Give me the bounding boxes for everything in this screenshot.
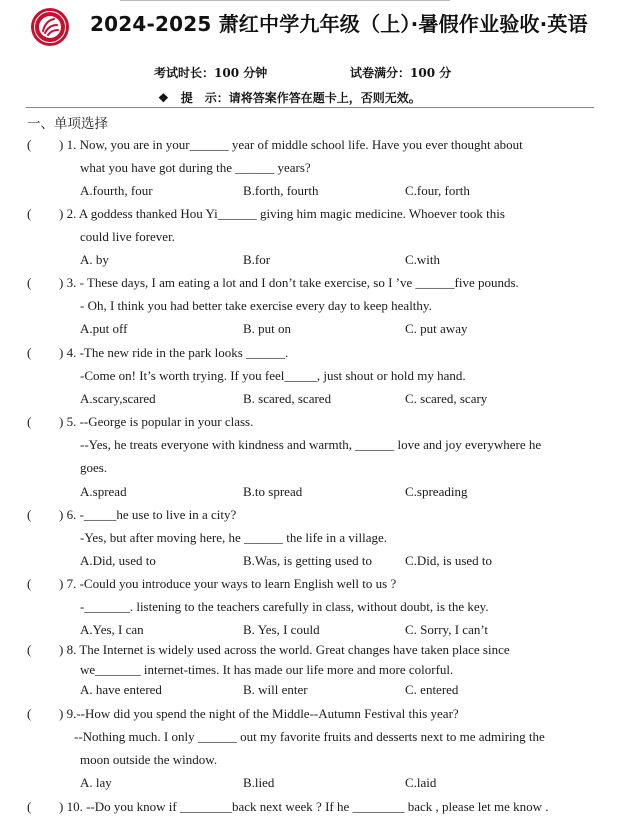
option-b: B. will enter	[243, 682, 308, 697]
option-b: B.forth, fourth	[243, 183, 319, 198]
question-text: ) 6. -_____he use to live in a city?	[59, 507, 237, 522]
question-text: ) 8. The Internet is widely used across the world. Great changes have taken place since	[59, 642, 510, 657]
question-text: what you have got during the ______ years?	[80, 160, 311, 175]
question-text: ) 4. -The new ride in the park looks ______.	[59, 345, 289, 360]
option-c: C. entered	[405, 682, 459, 697]
exam-title: 2024-2025 萧红中学九年级（上）·暑假作业验收·英语	[90, 12, 588, 36]
option-a: A. have entered	[80, 682, 162, 697]
question-text: ) 7. -Could you introduce your ways to learn English well to us ?	[59, 576, 397, 591]
option-b: B.for	[243, 252, 271, 267]
question-text: ) 2. A goddess thanked Hou Yi______ giving him magic medicine. Whoever took this	[59, 206, 505, 221]
question-text: ) 1. Now, you are in your______ year of middle school life. Have you ever thought about	[59, 137, 523, 152]
option-a: A.Did, used to	[80, 553, 156, 568]
question-text: ) 5. --George is popular in your class.	[59, 414, 254, 429]
option-b: B.lied	[243, 775, 275, 790]
question-text: --Yes, he treats everyone with kindness and warmth, ______ love and joy everywhere he	[80, 437, 542, 452]
answer-paren: (	[27, 414, 32, 429]
question-text: moon outside the window.	[80, 752, 218, 767]
header-divider	[26, 107, 594, 108]
option-a: A.scary,scared	[80, 391, 156, 406]
option-b: B. scared, scared	[243, 391, 332, 406]
option-b: B.to spread	[243, 484, 303, 499]
option-a: A.Yes, I can	[80, 622, 144, 637]
question-text: -Come on! It’s worth trying. If you feel_____, just shout or hold my hand.	[80, 368, 466, 383]
option-c: C.laid	[405, 775, 437, 790]
option-c: C.spreading	[405, 484, 468, 499]
exam-full-score: 试卷满分：100 分	[350, 66, 452, 80]
answer-paren: (	[27, 799, 32, 814]
option-c: C. put away	[405, 321, 468, 336]
question-text: goes.	[80, 460, 108, 475]
question-text: ) 10. --Do you know if ________back next week ? If he ________ back , please let me know .	[59, 799, 549, 814]
section-title: 一、单项选择	[27, 116, 108, 131]
answer-paren: (	[27, 345, 32, 360]
option-a: A. by	[80, 252, 109, 267]
option-a: A.spread	[80, 484, 127, 499]
option-c: C. scared, scary	[405, 391, 488, 406]
question-text: could live forever.	[80, 229, 175, 244]
option-c: C.four, forth	[405, 183, 470, 198]
exam-duration: 考试时长：100 分钟	[154, 66, 268, 80]
option-a: A. lay	[80, 775, 112, 790]
top-cut-line	[120, 0, 450, 5]
question-text: - Oh, I think you had better take exercise every day to keep healthy.	[80, 298, 432, 313]
answer-paren: (	[27, 706, 32, 721]
option-b: B. put on	[243, 321, 292, 336]
answer-paren: (	[27, 576, 32, 591]
option-a: A.put off	[80, 321, 128, 336]
option-c: C.with	[405, 252, 441, 267]
answer-paren: (	[27, 137, 32, 152]
question-text: --Nothing much. I only ______ out my favorite fruits and desserts next to me admiring the	[74, 729, 545, 744]
school-logo	[30, 7, 70, 47]
question-text: -_______. listening to the teachers carefully in class, without doubt, is the key.	[80, 599, 489, 614]
option-a: A.fourth, four	[80, 183, 153, 198]
answer-paren: (	[27, 642, 32, 657]
question-text: we_______ internet-times. It has made our life more and more colorful.	[80, 662, 454, 677]
option-b: B. Yes, I could	[243, 622, 320, 637]
option-c: C. Sorry, I can’t	[405, 622, 489, 637]
question-text: -Yes, but after moving here, he ______ the life in a village.	[80, 530, 387, 545]
tip-text: 请将答案作答在题卡上，否则无效。	[228, 91, 421, 105]
tip-label: 提 示：	[180, 91, 229, 105]
answer-paren: (	[27, 507, 32, 522]
option-c: C.Did, is used to	[405, 553, 493, 568]
answer-paren: (	[27, 275, 32, 290]
question-text: ) 3. - These days, I am eating a lot and I don’t take exercise, so I ’ve ______five pounds.	[59, 275, 519, 290]
option-b: B.Was, is getting used to	[243, 553, 372, 568]
answer-paren: (	[27, 206, 32, 221]
exam-tip	[158, 89, 421, 106]
question-text: ) 9.--How did you spend the night of the Middle--Autumn Festival this year?	[59, 706, 459, 721]
diamond-bullet-icon: ❖	[158, 91, 169, 105]
